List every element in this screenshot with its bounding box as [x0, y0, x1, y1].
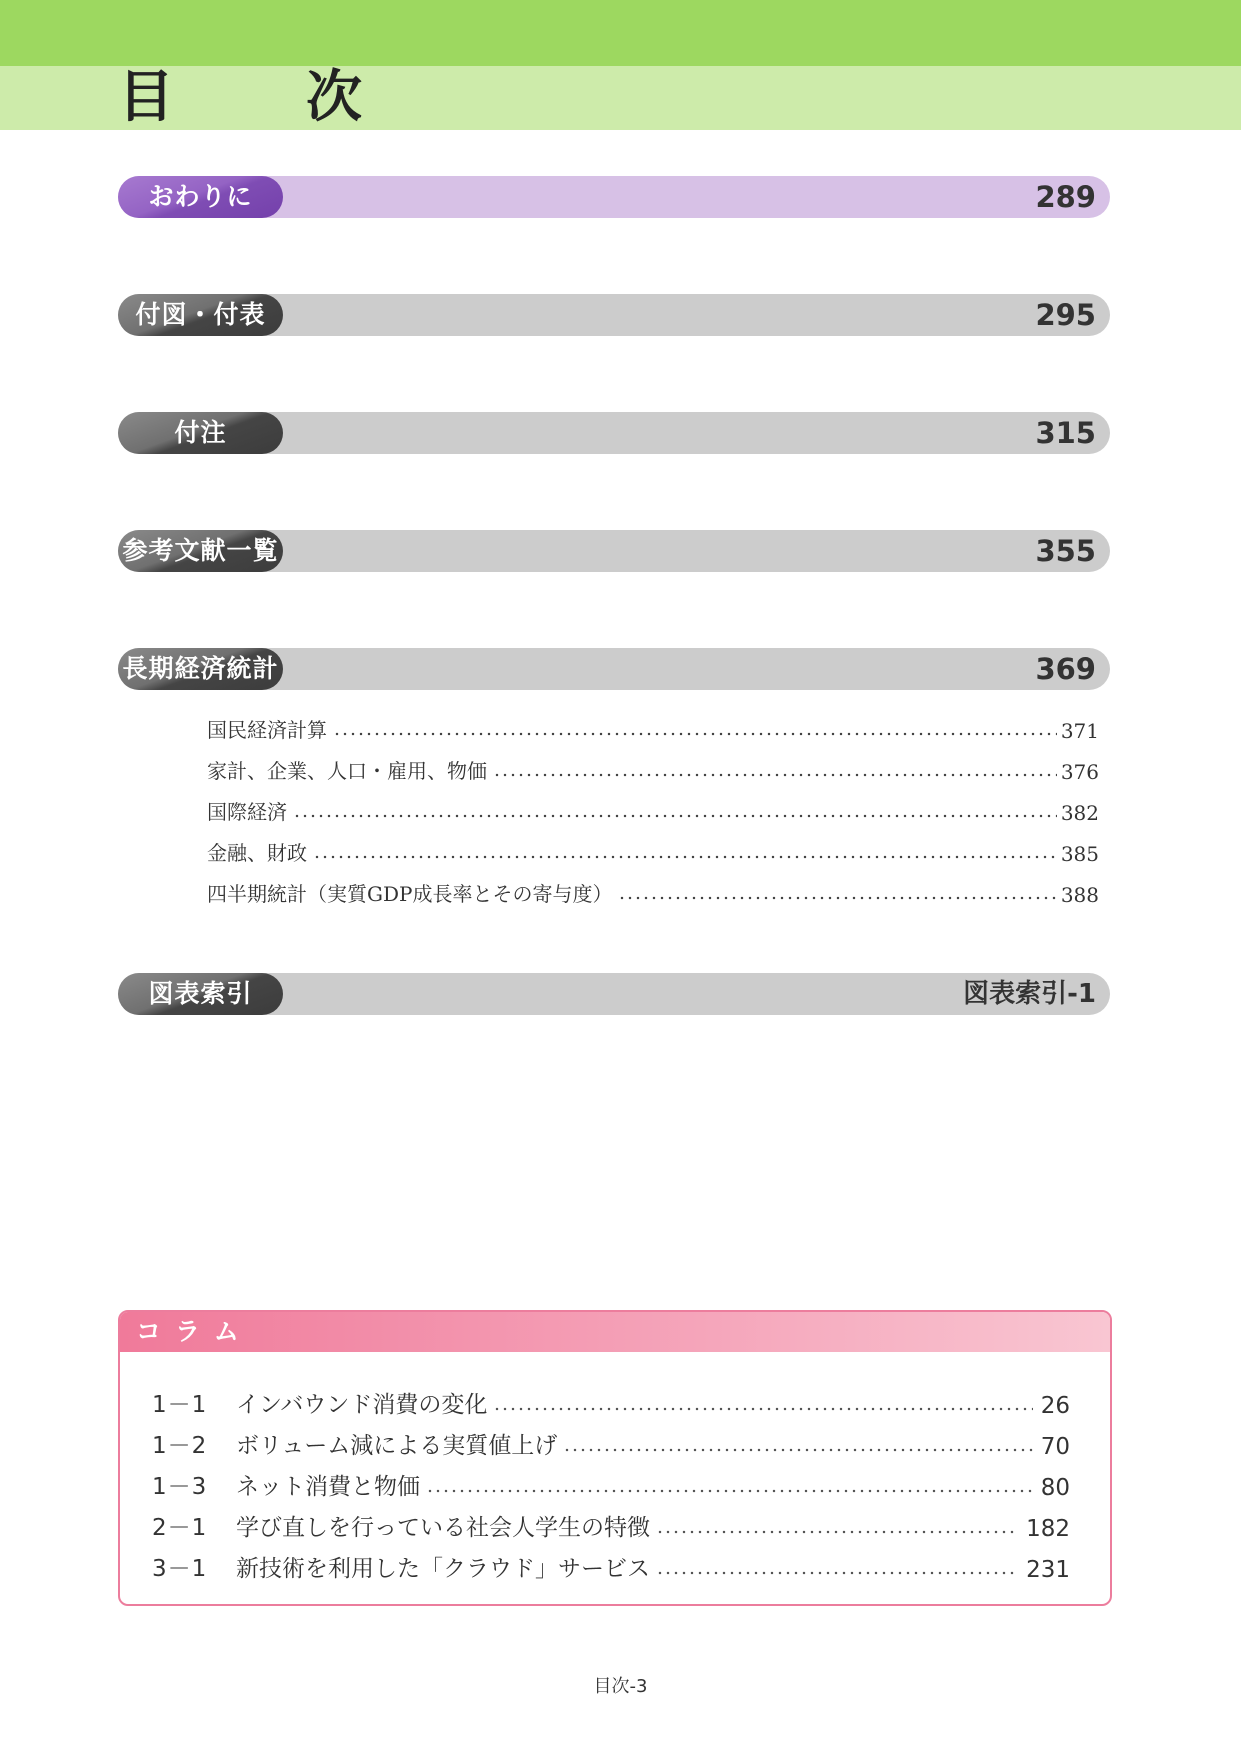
- column-number: 1－1: [152, 1392, 208, 1418]
- column-box: [118, 1310, 1112, 1606]
- column-title: 学び直しを行っている社会人学生の特徴: [236, 1515, 650, 1541]
- column-number: 1－2: [152, 1433, 208, 1459]
- leader-dots: [493, 758, 1057, 778]
- column-title: ボリューム減による実質値上げ: [236, 1433, 558, 1459]
- sub-entry-list: [207, 702, 1099, 907]
- column-number: 3－1: [152, 1556, 208, 1582]
- entry-title: 国民経済計算: [207, 718, 327, 742]
- list-item[interactable]: [152, 1378, 1070, 1419]
- leader-dots: [618, 881, 1056, 901]
- column-list: [152, 1378, 1070, 1583]
- section-label: 付注: [118, 412, 283, 454]
- list-item[interactable]: [152, 1419, 1070, 1460]
- entry-title: 国際経済: [207, 800, 287, 824]
- leader-dots: [656, 1556, 1018, 1576]
- section-page-number: 315: [1035, 416, 1096, 450]
- header-band: [0, 0, 1241, 66]
- page-title: 目 次: [118, 65, 400, 130]
- section-bar-owarini[interactable]: [118, 176, 1110, 218]
- column-number: 2－1: [152, 1515, 208, 1541]
- section-page-number: 369: [1035, 652, 1096, 686]
- section-page-number: 289: [1035, 180, 1096, 214]
- leader-dots: [563, 1433, 1032, 1453]
- list-item[interactable]: [207, 825, 1099, 866]
- column-title: ネット消費と物価: [236, 1474, 420, 1500]
- leader-dots: [656, 1515, 1018, 1535]
- section-bar-references[interactable]: [118, 530, 1110, 572]
- entry-page: 382: [1060, 801, 1099, 825]
- section-bar-notes[interactable]: [118, 412, 1110, 454]
- page-footer: 目次-3: [593, 1676, 648, 1697]
- list-item[interactable]: [207, 784, 1099, 825]
- entry-page: 385: [1060, 842, 1099, 866]
- leader-dots: [293, 799, 1057, 819]
- column-number: 1－3: [152, 1474, 208, 1500]
- list-item[interactable]: [207, 866, 1099, 907]
- column-title: インバウンド消費の変化: [236, 1392, 488, 1418]
- column-page: 80: [1040, 1475, 1070, 1501]
- column-header: コラム: [120, 1312, 1110, 1352]
- entry-page: 376: [1060, 760, 1099, 784]
- section-bar-long-term-statistics[interactable]: [118, 648, 1110, 690]
- entry-title: 家計、企業、人口・雇用、物価: [207, 759, 487, 783]
- section-label: おわりに: [118, 176, 283, 218]
- section-label: 長期経済統計: [118, 648, 283, 690]
- column-page: 182: [1026, 1516, 1070, 1542]
- column-page: 231: [1026, 1557, 1070, 1583]
- leader-dots: [333, 717, 1057, 737]
- section-bar-appendix-figures[interactable]: [118, 294, 1110, 336]
- entry-title: 金融、財政: [207, 841, 307, 865]
- section-label: 図表索引: [118, 973, 283, 1015]
- leader-dots: [313, 840, 1057, 860]
- leader-dots: [493, 1392, 1032, 1412]
- section-page-number: 図表索引-1: [963, 979, 1096, 1009]
- list-item[interactable]: [207, 702, 1099, 743]
- leader-dots: [426, 1474, 1033, 1494]
- column-title: 新技術を利用した「クラウド」サービス: [236, 1556, 650, 1582]
- entry-page: 388: [1060, 883, 1099, 907]
- list-item[interactable]: [207, 743, 1099, 784]
- section-page-number: 295: [1035, 298, 1096, 332]
- list-item[interactable]: [152, 1501, 1070, 1542]
- section-page-number: 355: [1035, 534, 1096, 568]
- entry-title: 四半期統計（実質GDP成長率とその寄与度）: [207, 882, 613, 906]
- section-label: 付図・付表: [118, 294, 283, 336]
- section-bar-figure-index[interactable]: [118, 973, 1110, 1015]
- list-item[interactable]: [152, 1460, 1070, 1501]
- column-page: 70: [1040, 1434, 1070, 1460]
- entry-page: 371: [1060, 719, 1099, 743]
- list-item[interactable]: [152, 1542, 1070, 1583]
- section-label: 参考文献一覧: [118, 530, 283, 572]
- column-page: 26: [1040, 1393, 1070, 1419]
